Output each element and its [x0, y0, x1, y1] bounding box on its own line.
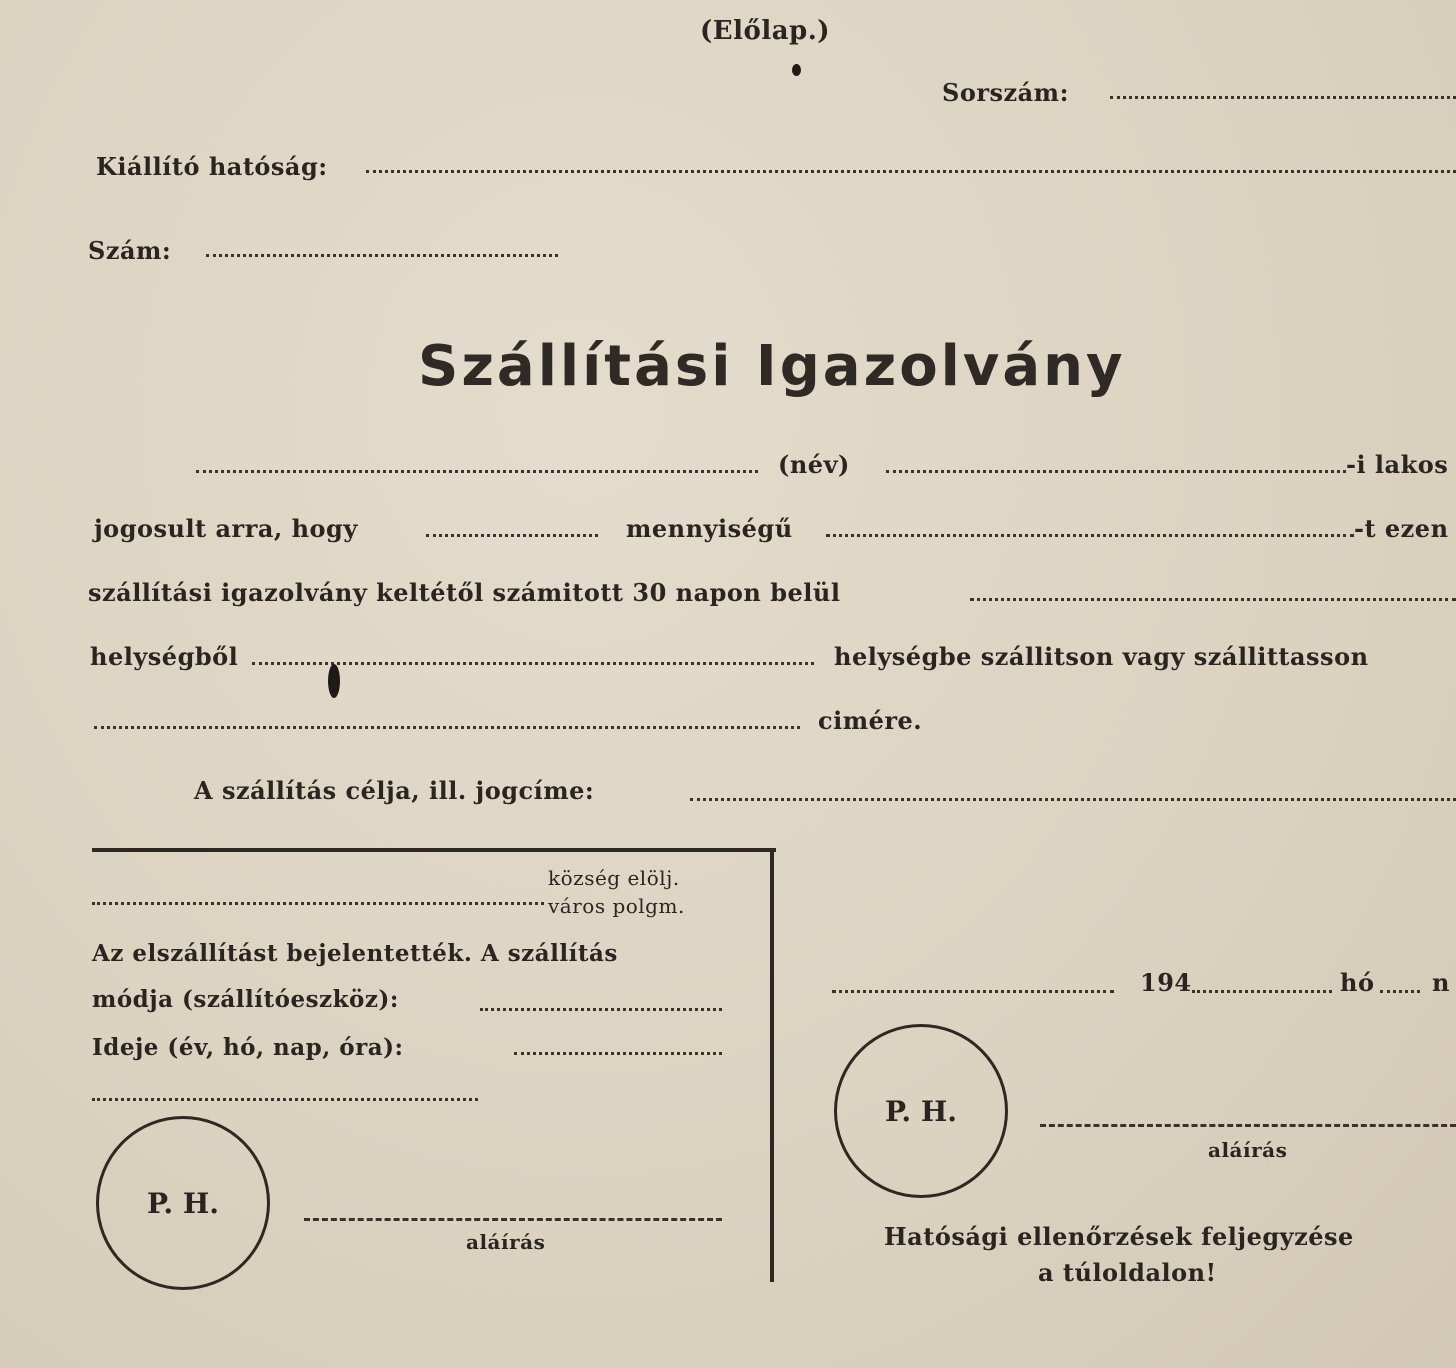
- left-signature-line[interactable]: [304, 1218, 722, 1221]
- name-field[interactable]: [196, 470, 758, 473]
- ink-spot: [792, 64, 801, 76]
- date-year: 194: [1140, 968, 1192, 997]
- date-year-field[interactable]: [1192, 990, 1332, 993]
- left-stamp: [96, 1116, 270, 1290]
- action-field[interactable]: [426, 534, 598, 537]
- name-label: (név): [778, 450, 850, 479]
- date-day-field[interactable]: [1380, 990, 1420, 993]
- footer-line1: Hatósági ellenőrzések feljegyzése: [884, 1222, 1354, 1251]
- goods-field[interactable]: [826, 534, 1354, 537]
- date-day: n: [1432, 968, 1450, 997]
- line4-start: helységből: [90, 642, 239, 671]
- left-box-right-rule: [770, 848, 774, 1282]
- recipient-field[interactable]: [94, 726, 800, 729]
- left-stamp-text: P. H.: [146, 1186, 220, 1220]
- ink-spot: [328, 664, 340, 698]
- line4-end: helységbe szállitson vagy szállittasson: [834, 642, 1369, 671]
- line2-start: jogosult arra, hogy: [94, 514, 358, 543]
- line2-mid: mennyiségű: [626, 514, 793, 543]
- official-top: község elölj.: [548, 866, 680, 890]
- vehicle-field[interactable]: [480, 1008, 722, 1011]
- line3-text: szállítási igazolvány keltétől számitott 30 napon belül: [88, 578, 841, 607]
- right-signature-line[interactable]: [1040, 1124, 1456, 1127]
- line5-end: cimére.: [818, 706, 923, 735]
- notice-line2: módja (szállítóeszköz):: [92, 986, 399, 1013]
- right-stamp: [834, 1024, 1008, 1198]
- left-signature-label: aláírás: [466, 1230, 546, 1254]
- serial-label: Sorszám:: [942, 78, 1069, 107]
- date-month: hó: [1340, 968, 1375, 997]
- document-title: Szállítási Igazolvány: [418, 334, 1126, 399]
- residence-suffix: -i lakos: [1346, 450, 1449, 479]
- issuer-field[interactable]: [366, 170, 1456, 173]
- time-field[interactable]: [514, 1052, 722, 1055]
- line2-end: -t ezen: [1354, 514, 1449, 543]
- notice-line3: Ideje (év, hó, nap, óra):: [92, 1034, 404, 1061]
- residence-field[interactable]: [886, 470, 1346, 473]
- right-signature-label: aláírás: [1208, 1138, 1288, 1162]
- serial-field[interactable]: [1110, 96, 1456, 99]
- official-field[interactable]: [92, 902, 544, 905]
- date-place-field[interactable]: [832, 990, 1114, 993]
- number-field[interactable]: [206, 254, 558, 257]
- official-bottom: város polgm.: [548, 894, 685, 918]
- footer-line2: a túloldalon!: [1038, 1258, 1217, 1287]
- line3-field[interactable]: [970, 598, 1456, 601]
- number-label: Szám:: [88, 236, 172, 265]
- left-extra-field[interactable]: [92, 1098, 478, 1101]
- face-label: (Előlap.): [700, 16, 831, 46]
- purpose-field[interactable]: [690, 798, 1456, 801]
- notice-line1: Az elszállítást bejelentették. A szállítás: [92, 940, 618, 967]
- right-stamp-text: P. H.: [884, 1094, 958, 1128]
- purpose-label: A szállítás célja, ill. jogcíme:: [194, 776, 595, 805]
- issuer-label: Kiállító hatóság:: [96, 152, 328, 181]
- left-box-top-rule: [92, 848, 776, 852]
